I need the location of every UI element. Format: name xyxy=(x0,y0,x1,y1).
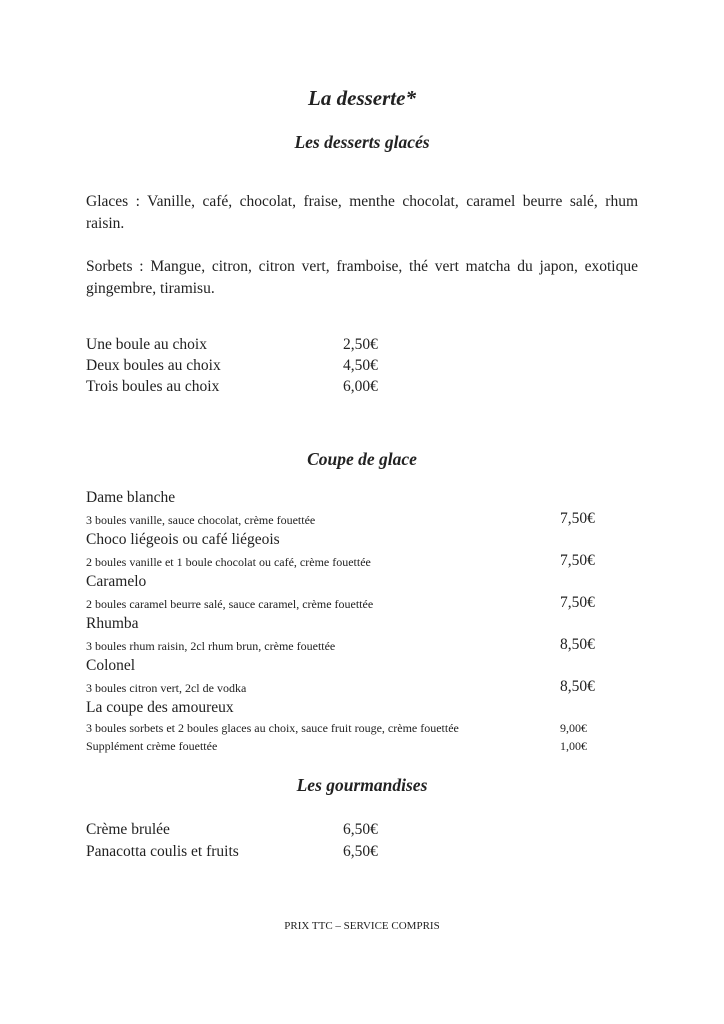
sorbets-flavors: Sorbets : Mangue, citron, citron vert, framboise, thé vert matcha du japon, exotique gingembre, tiramisu. xyxy=(86,258,638,297)
item-price: 6,50€ xyxy=(343,843,378,860)
coupe-name: Colonel xyxy=(86,657,136,674)
item-name: Une boule au choix xyxy=(86,336,207,353)
item-name: Panacotta coulis et fruits xyxy=(86,843,239,860)
item-price: 6,50€ xyxy=(343,821,378,838)
coupe-desc: 3 boules rhum raisin, 2cl rhum brun, crème fouettée xyxy=(86,639,336,653)
coupe-desc: 3 boules sorbets et 2 boules glaces au choix, sauce fruit rouge, crème fouettée xyxy=(86,721,459,735)
item-price: 6,00€ xyxy=(343,378,378,395)
coupe-name: La coupe des amoureux xyxy=(86,699,234,716)
coupe-price: 7,50€ xyxy=(560,594,595,611)
coupe-price: 8,50€ xyxy=(560,636,595,653)
coupe-name: Choco liégeois ou café liégeois xyxy=(86,531,280,548)
coupe-desc: 3 boules vanille, sauce chocolat, crème fouettée xyxy=(86,513,316,527)
coupe-name: Caramelo xyxy=(86,573,147,590)
footer-note: PRIX TTC – SERVICE COMPRIS xyxy=(284,920,440,932)
section-heading-gourmandises: Les gourmandises xyxy=(296,775,428,795)
coupe-name: Dame blanche xyxy=(86,489,176,506)
item-name: Crème brulée xyxy=(86,821,170,838)
supplement-name: Supplément crème fouettée xyxy=(86,739,218,753)
supplement-price: 1,00€ xyxy=(560,739,587,753)
coupe-price: 7,50€ xyxy=(560,552,595,569)
coupe-price: 7,50€ xyxy=(560,510,595,527)
coupe-desc: 2 boules vanille et 1 boule chocolat ou café, crème fouettée xyxy=(86,555,371,569)
item-price: 2,50€ xyxy=(343,336,378,353)
page-title: La desserte* xyxy=(308,86,416,110)
glaces-flavors: Glaces : Vanille, café, chocolat, fraise, menthe chocolat, caramel beurre salé, rhum raisin. xyxy=(86,193,638,232)
item-price: 4,50€ xyxy=(343,357,378,374)
coupe-price: 8,50€ xyxy=(560,678,595,695)
coupe-desc: 2 boules caramel beurre salé, sauce caramel, crème fouettée xyxy=(86,597,374,611)
coupe-price: 9,00€ xyxy=(560,721,587,735)
section-heading-desserts-glaces: Les desserts glacés xyxy=(294,132,430,152)
coupe-desc: 3 boules citron vert, 2cl de vodka xyxy=(86,681,247,695)
coupe-name: Rhumba xyxy=(86,615,139,632)
item-name: Deux boules au choix xyxy=(86,357,221,374)
item-name: Trois boules au choix xyxy=(86,378,220,395)
section-heading-coupe: Coupe de glace xyxy=(307,449,417,469)
